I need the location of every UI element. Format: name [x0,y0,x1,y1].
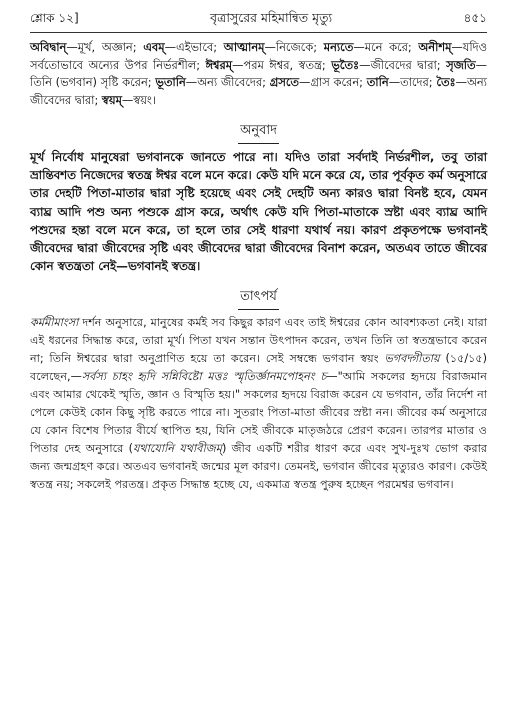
synonym-meaning: —এইভাবে; [164,40,224,54]
synonym-word: গ্রসতে [269,75,299,89]
synonym-word: তানি [366,75,389,89]
verse-reference: শ্লোক ১২] [30,11,79,25]
synonym-meaning: —পরম ঈশ্বর, স্বতন্ত্র; [232,57,332,72]
synonym-meaning: —গ্রাস করেন; [298,75,367,89]
purport-italic-term: কর্মমীমাংসা [30,316,79,330]
purport-segment: দর্শন অনুসারে, মানুষের কর্মই সব কিছুর কারণ এবং তাই ঈশ্বরের কোন আবশ্যকতা নেই। যারা এই ধরনের সিদ্ধান্ত করে, তারা মূর্খ। পিতা যখন সন্তান উৎপাদন করেন, তখন তিনি তা স্বতন্ত্রভাবে করেন না; তিনি ঈশ্বরের দ্বারা অনুপ্রাণিত হয়ে তা করেন। সেই সম্বন্ধে ভগবান স্বয়ং [30,316,487,366]
synonym-word: মন্যতে [323,40,354,54]
page-header [30,10,487,30]
translation-text: মূর্খ নির্বোধ মানুষেরা ভগবানকে জানতে পারে না। যদিও তারা সর্বদাই নির্ভরশীল, তবু তারা ভ্রান্তিবশত নিজেদের স্বতন্ত্র ঈশ্বর বলে মনে করে। কেউ যদি মনে করে যে, তার পূর্বকৃত কর্ম অনুসারে তার দেহটি পিতা-মাতার দ্বারা সৃষ্টি হয়েছে এবং সেই দেহটি অন্য কারও দ্বারা বিনষ্ট হবে, যেমন ব্যাঘ্র আদি পশু অন্য পশুকে গ্রাস করে, অর্থাৎ কেউ যদি পিতা-মাতাকে স্রষ্টা এবং ব্যাঘ্র আদি পশুদের হন্তা বলে মনে করে, তা হলে তার সেই ধারণা যথার্থ নয়। কারণ প্রকৃতপক্ষে ভগবানই জীবেদের দ্বারা জীবেদের সৃষ্টি এবং জীবেদের দ্বারা জীবেদের বিনাশ করেন, অতএব তাতে জীবের কোন স্বতন্ত্রতা নেই—ভগবানই স্বতন্ত্র। [30,150,487,274]
synonym-meaning: —মনে করে; [353,40,419,54]
synonym-meaning: —নিজেকে; [264,40,324,54]
purport-segment: ) জীব একটি শরীর ধারণ করে এবং সুখ-দুঃখ ভোগ করার জন্য জন্মগ্রহণ করে। অতএব ভগবানই জন্মের মূল কারণ। তেমনই, ভগবান জীবের মৃত্যুরও কারণ। কেউই স্বতন্ত্র নয়; সকলেই পরতন্ত্র। প্রকৃত সিদ্ধান্ত হচ্ছে যে, একমাত্র স্বতন্ত্র পুরুষ হচ্ছেন পরমেশ্বর ভগবান। [30,442,487,492]
synonym-meaning: —যদিও সর্বতোভাবে অন্যের উপর নির্ভরশীল; [30,40,487,72]
purport-segment: —"আমি সকলের হৃদয়ে বিরাজমান এবং আমার থেকেই স্মৃতি, জ্ঞান ও বিস্মৃতি হয়।" সকলের হৃদয়ে বিরাজ করেন যে ভগবান, তাঁর নির্দেশ না পেলে কেউই কোন কিছু সৃষ্টি করতে পারে না। সুতরাং পিতা-মাতা জীবের স্রষ্টা নন। জীবের কর্ম অনুসারে যে কোন বিশেষ পিতার বীর্যে স্থাপিত হয়, যিনি সেই জীবকে মাতৃজঠরে প্রেরণ করেন। তারপর মাতার ও পিতার দেহ অনুসারে ( [30,370,487,456]
synonym-meaning: —স্বয়ং। [121,92,156,107]
word-for-word-synonyms [30,39,487,109]
purport-italic-term: যথাযোনি যথাবীজম্‌ [132,442,222,456]
synonym-word: স্বয়ম্‌ [101,92,122,107]
translation-heading: অনুবাদ [30,121,487,144]
purport-segment: (১৫/১৫) বলেছেন,— [30,352,487,384]
synonym-meaning: —জীবেদের দ্বারা; [359,57,447,72]
synonym-word: সৃজতি [446,57,476,72]
header-divider [30,32,487,33]
synonym-meaning: —অন্য জীবেদের দ্বারা; [30,75,487,107]
synonym-word: অনীশম্‌ [418,40,452,54]
purport-italic-term: ভগবদ্গীতায় [384,352,440,366]
page-number: ৪৫১ [463,11,487,25]
purport-text [30,314,487,494]
synonym-word: ঈশ্বরম্‌ [205,57,233,72]
synonym-word: অবিদ্বান্‌ [30,40,67,54]
synonym-word: আত্মানম্‌ [223,40,265,54]
chapter-title: বৃত্রাসুরের মহিমান্বিত মৃত্যু [210,10,333,25]
purport-quoted-verse: সর্বস্য চাহং হৃদি সন্নিবিষ্টো মত্তঃ স্মৃতির্জ্ঞানমপোহনং চ [81,370,327,384]
synonym-meaning: —অন্য জীবেদের; [185,75,270,89]
synonym-meaning: —মূর্খ, অজ্ঞান; [66,40,144,54]
synonym-word: এবম্‌ [143,40,165,54]
synonym-meaning: —তাদের; [388,75,437,89]
purport-heading: তাৎপর্য [30,287,487,310]
synonym-meaning: —তিনি (ভগবান) সৃষ্টি করেন; [30,57,487,89]
synonym-word: ভূতৈঃ [331,57,360,72]
synonym-word: তৈঃ [436,75,456,89]
synonym-word: ভূতানি [155,75,186,89]
